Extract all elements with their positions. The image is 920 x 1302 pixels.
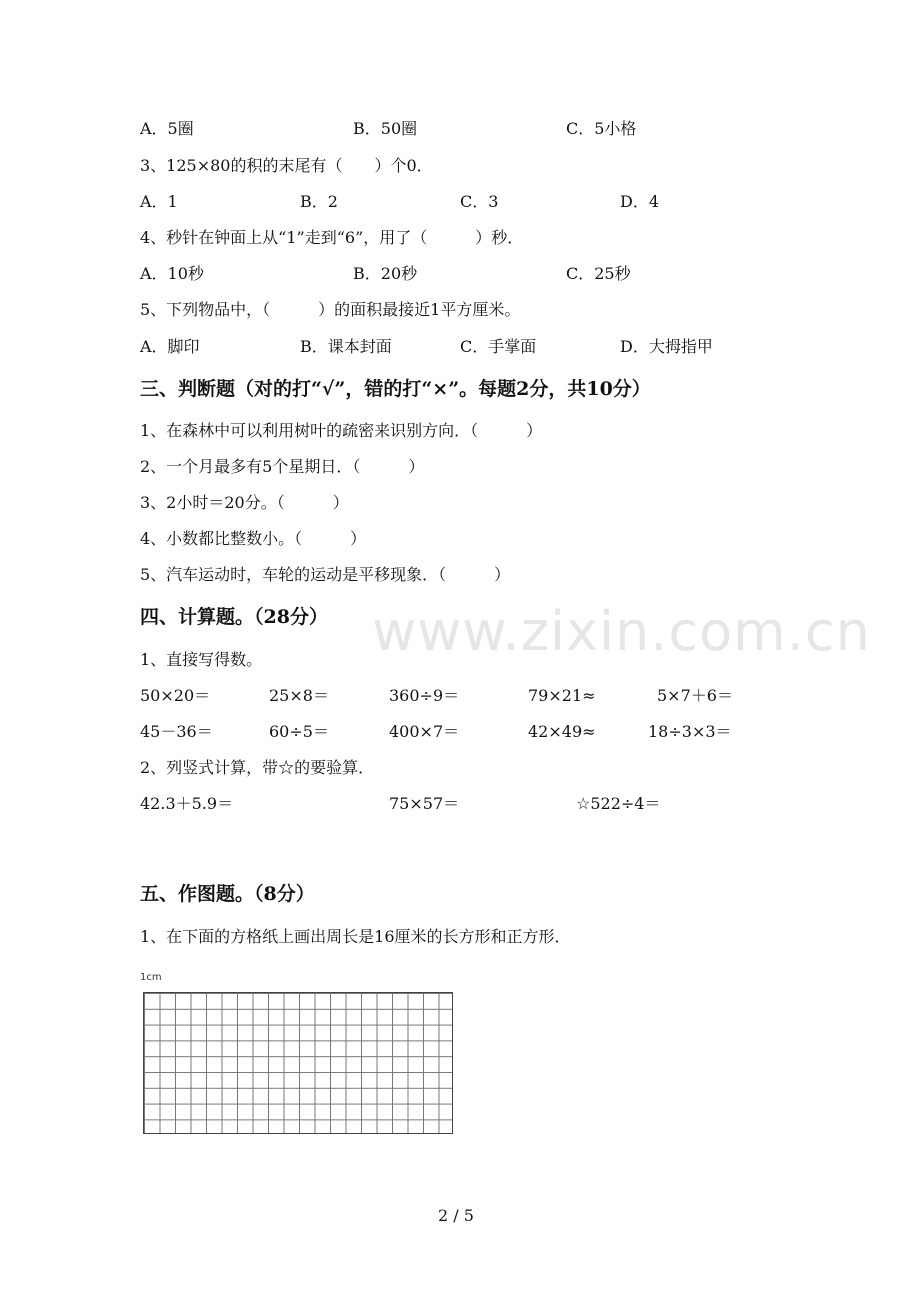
q3-option-b: B．2 xyxy=(300,192,338,211)
vertical-calc-item: 75×57＝ xyxy=(389,794,460,813)
q2-option-c: C．5小格 xyxy=(566,119,637,138)
calc-q1-stem: 1、直接写得数。 xyxy=(140,650,263,669)
calc-item: 60÷5＝ xyxy=(269,722,329,741)
q5-option-d: D．大拇指甲 xyxy=(620,337,713,356)
q3-option-a: A．1 xyxy=(140,192,178,211)
section5-title: 五、作图题。（8分） xyxy=(140,883,315,905)
calc-item: 25×8＝ xyxy=(269,686,329,705)
q4-option-a: A．10秒 xyxy=(140,264,204,283)
page-number: 2 / 5 xyxy=(438,1206,474,1225)
calc-item: 79×21≈ xyxy=(528,686,596,705)
watermark: www.zixin.com.cn xyxy=(372,600,871,663)
calc-item: 18÷3×3＝ xyxy=(648,722,732,741)
grid-scale-label: 1cm xyxy=(140,972,162,983)
q5-option-a: A．脚印 xyxy=(140,337,200,356)
calc-item: 360÷9＝ xyxy=(389,686,460,705)
calc-item: 42×49≈ xyxy=(528,722,596,741)
vertical-calc-item: ☆522÷4＝ xyxy=(576,794,661,813)
calc-item: 400×7＝ xyxy=(389,722,460,741)
q2-option-b: B．50圈 xyxy=(353,119,418,138)
q3-option-d: D．4 xyxy=(620,192,660,211)
draw-q1-stem: 1、在下面的方格纸上画出周长是16厘米的长方形和正方形． xyxy=(140,927,571,946)
q4-option-c: C．25秒 xyxy=(566,264,631,283)
calc-item: 45－36＝ xyxy=(140,722,213,741)
judge-item-3: 3、2小时＝20分。（ ） xyxy=(140,493,349,512)
q2-option-a: A．5圈 xyxy=(140,119,194,138)
judge-item-5: 5、汽车运动时，车轮的运动是平移现象．（ ） xyxy=(140,565,511,584)
q4-stem: 4、秒针在钟面上从“1”走到“6”，用了（ ）秒． xyxy=(140,228,524,247)
q3-option-c: C．3 xyxy=(460,192,499,211)
vertical-calc-item: 42.3＋5.9＝ xyxy=(140,794,234,813)
grid-paper xyxy=(143,992,453,1134)
judge-item-1: 1、在森林中可以利用树叶的疏密来识别方向．（ ） xyxy=(140,421,543,440)
q4-option-b: B．20秒 xyxy=(353,264,418,283)
section4-title: 四、计算题。（28分） xyxy=(140,606,328,628)
q5-stem: 5、下列物品中，（ ）的面积最接近1平方厘米。 xyxy=(140,300,521,319)
judge-item-4: 4、小数都比整数小。（ ） xyxy=(140,529,367,548)
calc-item: 5×7＋6＝ xyxy=(657,686,733,705)
section3-title: 三、判断题（对的打“√”，错的打“×”。每题2分，共10分） xyxy=(140,378,651,400)
q5-option-b: B．课本封面 xyxy=(300,337,392,356)
q3-stem: 3、125×80的积的末尾有（ ）个0． xyxy=(140,156,433,175)
q5-option-c: C．手掌面 xyxy=(460,337,537,356)
calc-q2-stem: 2、列竖式计算，带☆的要验算． xyxy=(140,758,375,777)
calc-item: 50×20＝ xyxy=(140,686,211,705)
judge-item-2: 2、一个月最多有5个星期日．（ ） xyxy=(140,457,425,476)
